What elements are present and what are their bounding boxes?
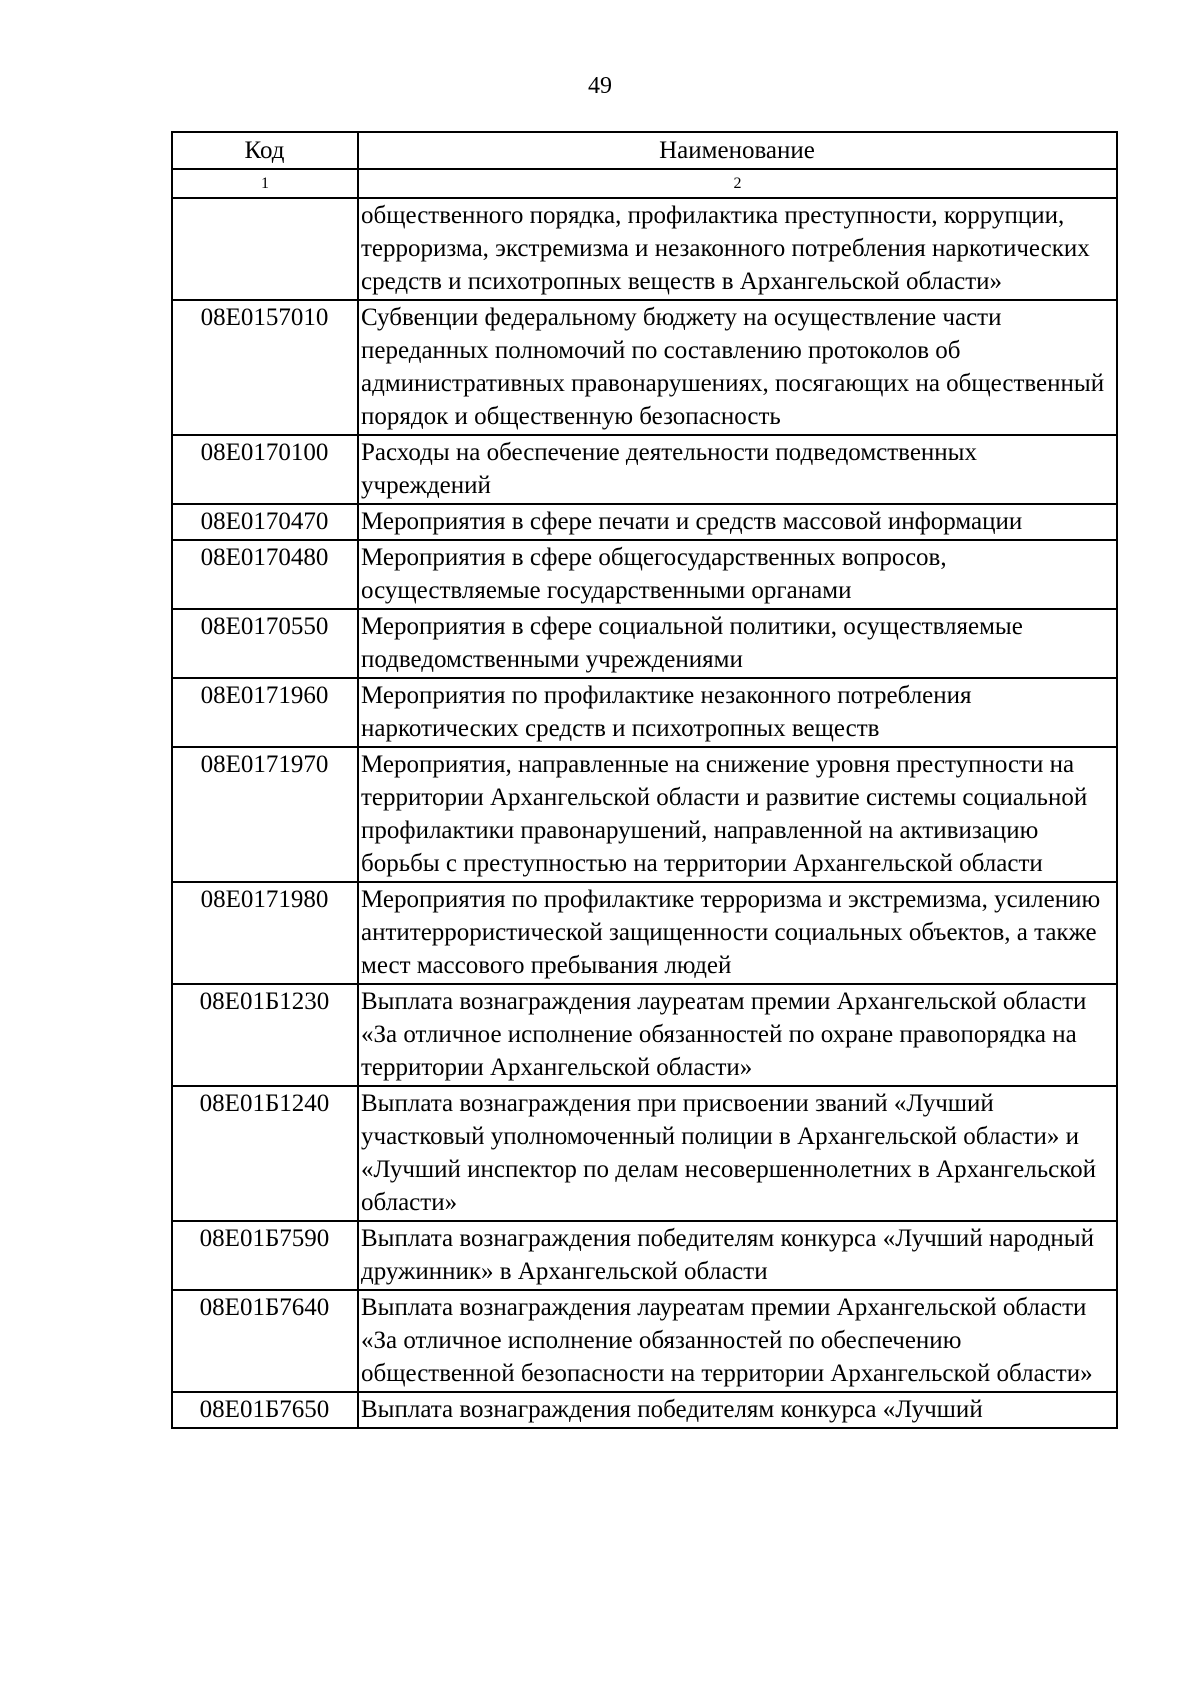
table-row [172,198,1117,300]
header-name: Наименование [358,132,1117,169]
table-header-row [172,132,1117,169]
column-number-code: 1 [172,169,358,198]
table-row [172,540,1117,609]
table-row [172,882,1117,984]
row-code: 08Е0170480 [172,540,358,609]
row-code: 08Е0171960 [172,678,358,747]
row-code: 08Е0157010 [172,300,358,435]
row-code: 08Е01Б1240 [172,1086,358,1221]
header-code: Код [172,132,358,169]
row-name: Расходы на обеспечение деятельности подведомственных учреждений [358,435,1117,504]
row-code: 08Е01Б7640 [172,1290,358,1392]
row-code: 08Е01Б7650 [172,1392,358,1428]
row-code: 08Е0171970 [172,747,358,882]
row-name: Мероприятия в сфере общегосударственных вопросов, осуществляемые государственными органами [358,540,1117,609]
column-number-row [172,169,1117,198]
row-name: Мероприятия в сфере социальной политики, осуществляемые подведомственными учреждениями [358,609,1117,678]
table-row [172,609,1117,678]
budget-code-table [171,131,1118,1429]
table-row [172,747,1117,882]
row-code: 08Е01Б7590 [172,1221,358,1290]
row-code: 08Е01Б1230 [172,984,358,1086]
row-code: 08Е0170470 [172,504,358,540]
row-code [172,198,358,300]
table-row [172,435,1117,504]
row-name: Выплата вознаграждения победителям конкурса «Лучший народный дружинник» в Архангельской области [358,1221,1117,1290]
table-row [172,984,1117,1086]
row-name: Мероприятия в сфере печати и средств массовой информации [358,504,1117,540]
row-code: 08Е0171980 [172,882,358,984]
row-code: 08Е0170550 [172,609,358,678]
table-row [172,1086,1117,1221]
row-name: Выплата вознаграждения при присвоении званий «Лучший участковый уполномоченный полиции в Архангельской области» и «Лучший инспектор по делам несовершеннолетних в Архангельской области» [358,1086,1117,1221]
table-row [172,300,1117,435]
row-name: Выплата вознаграждения лауреатам премии Архангельской области «За отличное исполнение обязанностей по обеспечению общественной безопасности на территории Архангельской области» [358,1290,1117,1392]
row-name: Выплата вознаграждения лауреатам премии Архангельской области «За отличное исполнение обязанностей по охране правопорядка на территории Архангельской области» [358,984,1117,1086]
row-name: Мероприятия, направленные на снижение уровня преступности на территории Архангельской области и развитие системы социальной профилактики правонарушений, направленной на активизацию борьбы с преступностью на территории Архангельской области [358,747,1117,882]
table-row [172,678,1117,747]
table-row [172,1392,1117,1428]
page-number: 49 [588,73,612,99]
row-code: 08Е0170100 [172,435,358,504]
row-name: общественного порядка, профилактика преступности, коррупции, терроризма, экстремизма и незаконного потребления наркотических средств и психотропных веществ в Архангельской области» [358,198,1117,300]
row-name: Мероприятия по профилактике незаконного потребления наркотических средств и психотропных веществ [358,678,1117,747]
table-row [172,504,1117,540]
table-row [172,1221,1117,1290]
row-name: Субвенции федеральному бюджету на осуществление части переданных полномочий по составлению протоколов об административных правонарушениях, посягающих на общественный порядок и общественную безопасность [358,300,1117,435]
row-name: Мероприятия по профилактике терроризма и экстремизма, усилению антитеррористической защищенности социальных объектов, а также мест массового пребывания людей [358,882,1117,984]
table-row [172,1290,1117,1392]
column-number-name: 2 [358,169,1117,198]
row-name: Выплата вознаграждения победителям конкурса «Лучший [358,1392,1117,1428]
